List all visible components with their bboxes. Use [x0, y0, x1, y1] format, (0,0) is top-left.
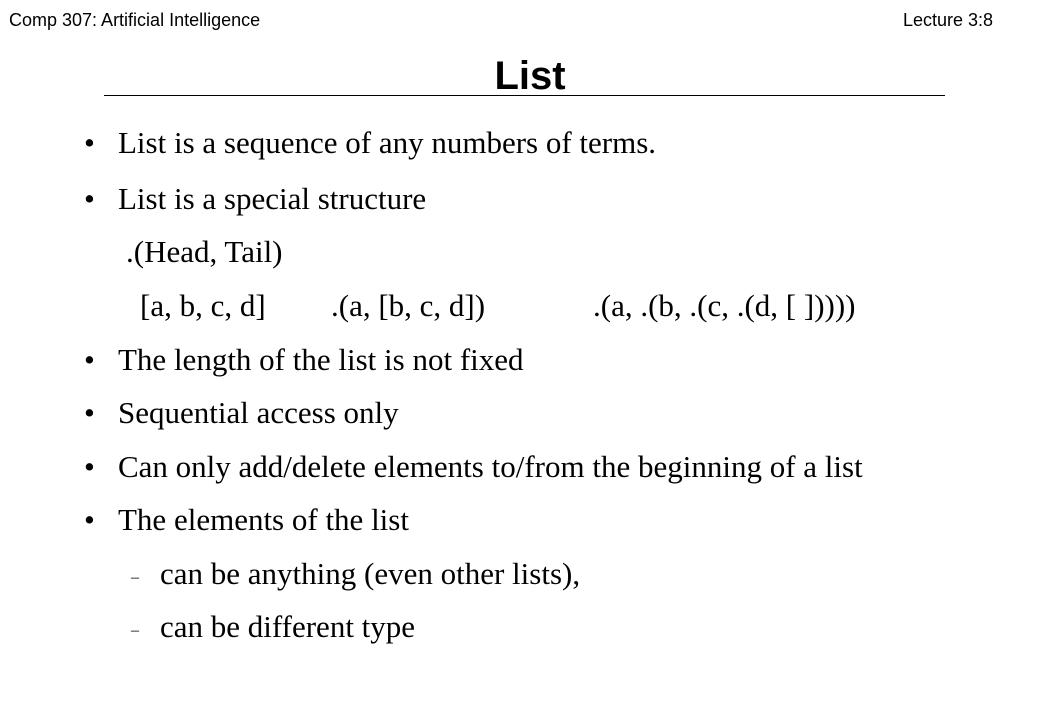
bullet-text: The length of the list is not fixed: [118, 342, 524, 377]
bullet-text: Sequential access only: [118, 395, 399, 430]
bullet-text: The elements of the list: [118, 502, 409, 537]
head-tail-structure: .(Head, Tail): [126, 234, 283, 269]
sub-bullet-text: can be different type: [160, 609, 416, 644]
bullet-item: [0, 449, 1040, 485]
sub-bullet-item: [0, 556, 1040, 592]
sub-bullet-text: can be anything (even other lists),: [160, 556, 581, 591]
example-dot-notation-1: .(a, [b, c, d]): [331, 288, 486, 323]
title-underline: [104, 95, 945, 96]
bullet-item: [0, 125, 1040, 161]
bullet-item: [0, 181, 1040, 217]
bullet-item: [0, 395, 1040, 431]
lecture-number: Lecture 3:8: [902, 10, 993, 30]
bullet-text: List is a sequence of any numbers of terms.: [118, 125, 657, 160]
example-list: [a, b, c, d]: [140, 288, 266, 323]
dash-icon: –: [131, 622, 139, 639]
dash-icon: –: [131, 569, 139, 586]
bullet-text: Can only add/delete elements to/from the beginning of a list: [118, 449, 863, 484]
bullet-item: [0, 342, 1040, 378]
example-dot-notation-2: .(a, .(b, .(c, .(d, [ ])))): [593, 288, 856, 323]
bullet-icon: •: [84, 125, 95, 160]
sub-bullet-item: [0, 609, 1040, 645]
bullet-icon: •: [84, 502, 95, 537]
bullet-text: List is a special structure: [118, 181, 427, 216]
bullet-icon: •: [84, 449, 95, 484]
course-title: Comp 307: Artificial Intelligence: [9, 10, 261, 30]
bullet-icon: •: [84, 395, 95, 430]
bullet-item: [0, 502, 1040, 538]
bullet-icon: •: [84, 342, 95, 377]
slide-title: List: [494, 54, 566, 98]
bullet-icon: •: [84, 181, 95, 216]
